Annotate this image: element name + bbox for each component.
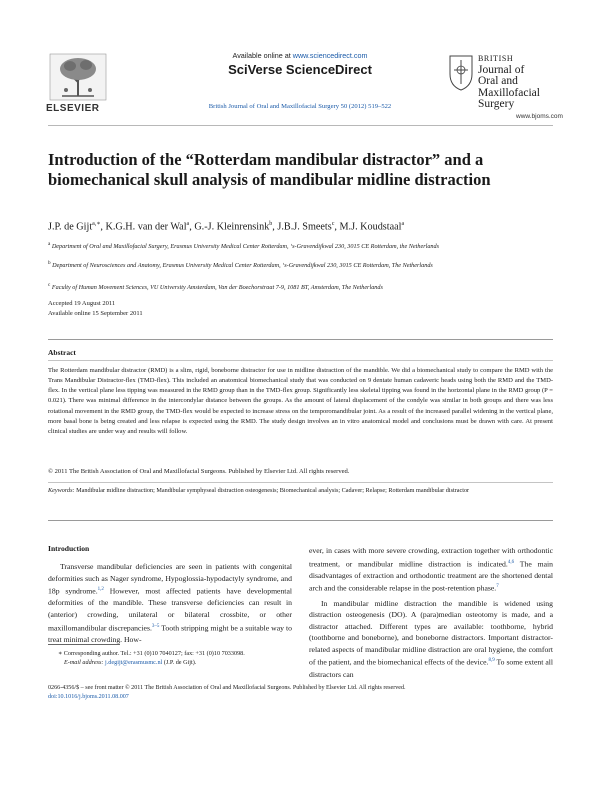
footnote-line [58, 650, 298, 659]
publisher-name: ELSEVIER [46, 103, 100, 114]
journal-logo-line: Journal of [478, 63, 525, 76]
section-heading-introduction: Introduction [48, 544, 90, 553]
email-suffix: (J.P. de Gijt). [162, 658, 197, 666]
body-text: In mandibular midline distraction the mandible is widened using distraction osteogenesis (DO). A (para)median osteotomy is made, and a distractor attached. Different types are available: toothborne, hybrid (toothborne and boneborne), and boneborne distractors. Important distractor-related aspects of mandibular midline distraction are oral hygiene, the comfort of the patient, and the biomechanical effects of the device. [309, 598, 553, 668]
header-divider [48, 125, 553, 126]
affiliation-text: Faculty of Human Movement Sciences, VU University Amsterdam, Van der Boechorstraat 7-9, 1081 BT, Amsterdam, The Netherlands [51, 284, 383, 292]
author-affil-mark[interactable]: c [331, 221, 335, 227]
author-name: M.J. Koudstaal [339, 221, 402, 233]
body-paragraph [309, 598, 553, 681]
body-text: To some extent all distractors can [309, 658, 554, 679]
article-title: Introduction of the “Rotterdam mandibular distractor” and a biomechanical skull analysis of mandibular midline distraction [48, 150, 491, 189]
journal-logo-text [478, 53, 540, 111]
body-text: However, most affected patients have developmental deformities of the mandible. These transverse deficiencies can result in (anterior) crowding, unilateral or bilateral crossbite, or other maxillomandibular discrepancies. [48, 586, 292, 633]
reference-link[interactable]: 8,9 [488, 658, 495, 664]
footnote-divider [48, 644, 120, 645]
author-list: J.P. de Gijt$^{a,∗}$, K.G.H. van der Wal$^a$, G.-J. Kleinrensink$^b$, J.B.J. Smeets$^c$, M.J. Koudstaal$^a$ [48, 221, 405, 233]
bottom-info [48, 684, 568, 702]
reference-link[interactable]: 4,6 [507, 559, 515, 565]
journal-crest-icon [446, 52, 476, 92]
keywords [48, 487, 553, 496]
reference-link[interactable]: 1,2 [97, 587, 104, 593]
body-column-left [48, 561, 292, 645]
accepted-date: Accepted 19 August 2011 [48, 300, 116, 307]
keywords-list: Mandibular midline distraction; Mandibular symphyseal distraction osteogenesis; Biomechanical analysis; Cadaver; Relapse; Rotterdam mandibular distractor [76, 487, 470, 494]
body-paragraph [48, 561, 292, 645]
journal-logo-line: Surgery [478, 98, 515, 110]
author-affil-mark[interactable]: a [186, 221, 190, 227]
author-name: J.B.J. Smeets [277, 221, 332, 233]
abstract-text: The Rotterdam mandibular distractor (RMD) is a slim, rigid, boneborne distractor for use in midline distraction of the mandible. We did a biomechanical study to compare the RMD with the Trans Mandibular Distractor-flex (TMD-flex). This included an anatomical biomechanical study that was conducted on 9 dentate human cadaveric heads using both the RMD and the TMD-flex. In the vertical plane less tipping was measured in the RMD group than in the TMD-flex group. Significantly less skeletal tipping was found in the horizontal plane in the RMD group (P = 0.021). There was minimal difference in the intercondylar distance between the groups. As the amount of lateral displacement of the condyle was similar in both groups and there was less rotational movement in the RMD group, the TMD-flex would be expected to increase stress on the temporomandibular joint. As a result of the increased parallel widening in the vertical plane, more basal bone is being created and less relapse is expected using the RMD. The study design involves an in vitro anatomical model and conclusions must be drawn with care. At present clinical studies are under way and results will follow. [48, 367, 553, 435]
doi-link[interactable]: doi:10.1016/j.bjoms.2011.08.007 [48, 693, 129, 700]
footnote-text: Corresponding author. Tel.: +31 (0)10 7040127; fax: +31 (0)10 7033098. [63, 650, 245, 657]
issn-line: 0266-4356/$ – see front matter © 2011 The British Association of Oral and Maxillofacial Surgeons. Published by Elsevier Ltd. All rights reserved. [48, 685, 406, 691]
keywords-divider [48, 482, 553, 483]
abstract-heading: Abstract [48, 348, 76, 357]
journal-logo-line: Oral and [478, 75, 518, 87]
author-affil-mark[interactable]: a [401, 221, 405, 227]
body-paragraph [309, 545, 553, 595]
author-affil-mark[interactable]: a,∗ [92, 221, 101, 227]
affiliation [48, 259, 553, 270]
body-text: Tooth stripping might be a suitable way to treat minimal crowding. How- [48, 623, 293, 644]
author-affil-mark[interactable]: b [269, 221, 273, 227]
body-text: ever, in cases with more severe crowding, extraction together with orthodontic treatment, or mandibular midline distraction is indicated. [309, 546, 553, 569]
body-column-right [309, 545, 553, 680]
footnote-marker: ∗ [58, 650, 63, 657]
affiliation-mark: b [48, 260, 51, 266]
affiliation-text: Department of Oral and Maxillofacial Surgery, Erasmus University Medical Center Rotterdam, ‘s-Gravendijkwal 230, 3015 CE Rotterdam, the Netherlands [51, 243, 440, 251]
sciencedirect-link[interactable]: www.sciencedirect.com [292, 51, 368, 60]
journal-logo-line: BRITISH [478, 54, 514, 63]
affiliation [48, 240, 553, 251]
online-date: Available online 15 September 2011 [48, 309, 143, 317]
reference-link[interactable]: 7 [496, 584, 499, 590]
author-name: G.-J. Kleinrensink [194, 221, 270, 233]
available-prefix: Available online at [232, 51, 293, 60]
journal-logo-line: Maxillofacial [478, 86, 540, 99]
affiliation [48, 281, 553, 292]
journal-url[interactable]: www.bjoms.com [516, 113, 563, 120]
abstract-divider [48, 360, 553, 361]
article-dates [48, 299, 143, 318]
author-name: J.P. de Gijt [48, 221, 93, 233]
email-label: E-mail address: [64, 658, 106, 666]
abstract-divider [48, 520, 553, 521]
corresponding-author-footnote [58, 650, 298, 668]
body-text: Transverse mandibular deficiencies are seen in patients with congenital deformities such as Nager syndrome, Hypoglossia-hypodactyly syndrome, and 18p syndrome. [48, 562, 292, 596]
author-name: K.G.H. van der Wal [105, 221, 187, 233]
body-text: The main disadvantages of extraction and orthodontic treatment are the shortened dental arch and the considerable relapse in the post-retention phase. [309, 559, 554, 593]
reference-link[interactable]: 3–5 [151, 623, 160, 629]
platform-name: SciVerse ScienceDirect [228, 62, 372, 77]
affiliation-mark: c [48, 282, 51, 288]
footnote-line [58, 659, 298, 668]
abstract-divider [48, 339, 553, 340]
author-email-link[interactable]: j.degijt@erasmusmc.nl [105, 658, 163, 666]
keywords-label: Keywords: [48, 487, 75, 494]
journal-citation[interactable]: British Journal of Oral and Maxillofacial Surgery 50 (2012) 519–522 [208, 103, 392, 110]
copyright-line: © 2011 The British Association of Oral and Maxillofacial Surgeons. Published by Elsevier Ltd. All rights reserved. [48, 468, 350, 475]
affiliation-text: Department of Neurosciences and Anatomy, Erasmus University Medical Center Rotterdam, ‘s-Gravendijkwal 230, 3015 CE Rotterdam, The Netherlands [52, 262, 433, 270]
affiliation-mark: a [48, 241, 51, 247]
